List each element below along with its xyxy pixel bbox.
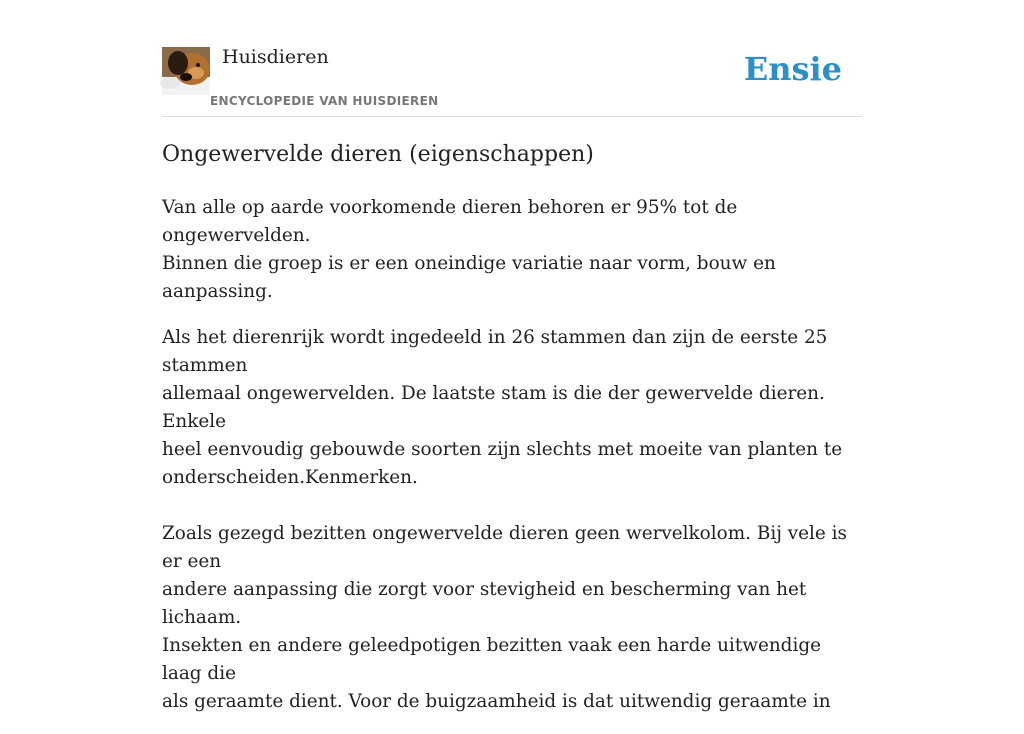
article-paragraph: Als het dierenrijk wordt ingedeeld in 26 stammen dan zijn de eerste 25 stammen allemaal ongewervelden. De laatste stam is die der gewervelde dieren. Enkele heel eenvoudig gebouwde soorten zijn slechts met moeite van planten te onderscheiden.Kenmerken. Zoals gezegd bezitten ongewervelde dieren geen wervelkolom. Bij vele is er een andere aanpassing die zorgt voor stevigheid en bescherming van het lichaam. Insekten en andere geleedpotigen bezitten vaak een harde uitwendige laag die als geraamte dient. Voor de buigzaamheid is dat uitwendig geraamte in [162, 327, 847, 712]
article-paragraph: Van alle op aarde voorkomende dieren behoren er 95% tot de ongewervelden. Binnen die groep is er een oneindige variatie naar vorm, bouw en aanpassing. [162, 197, 776, 302]
ensie-logo-link[interactable]: Ensie [743, 50, 842, 88]
site-name-link[interactable]: Huisdieren [222, 46, 329, 68]
site-tagline: ENCYCLOPEDIE VAN HUISDIEREN [210, 94, 439, 108]
article [162, 138, 862, 734]
article-title: Ongewervelde dieren (eigenschappen) [162, 142, 594, 167]
dog-photo-icon [162, 47, 210, 95]
avatar[interactable] [162, 47, 210, 95]
site-header [162, 0, 862, 117]
